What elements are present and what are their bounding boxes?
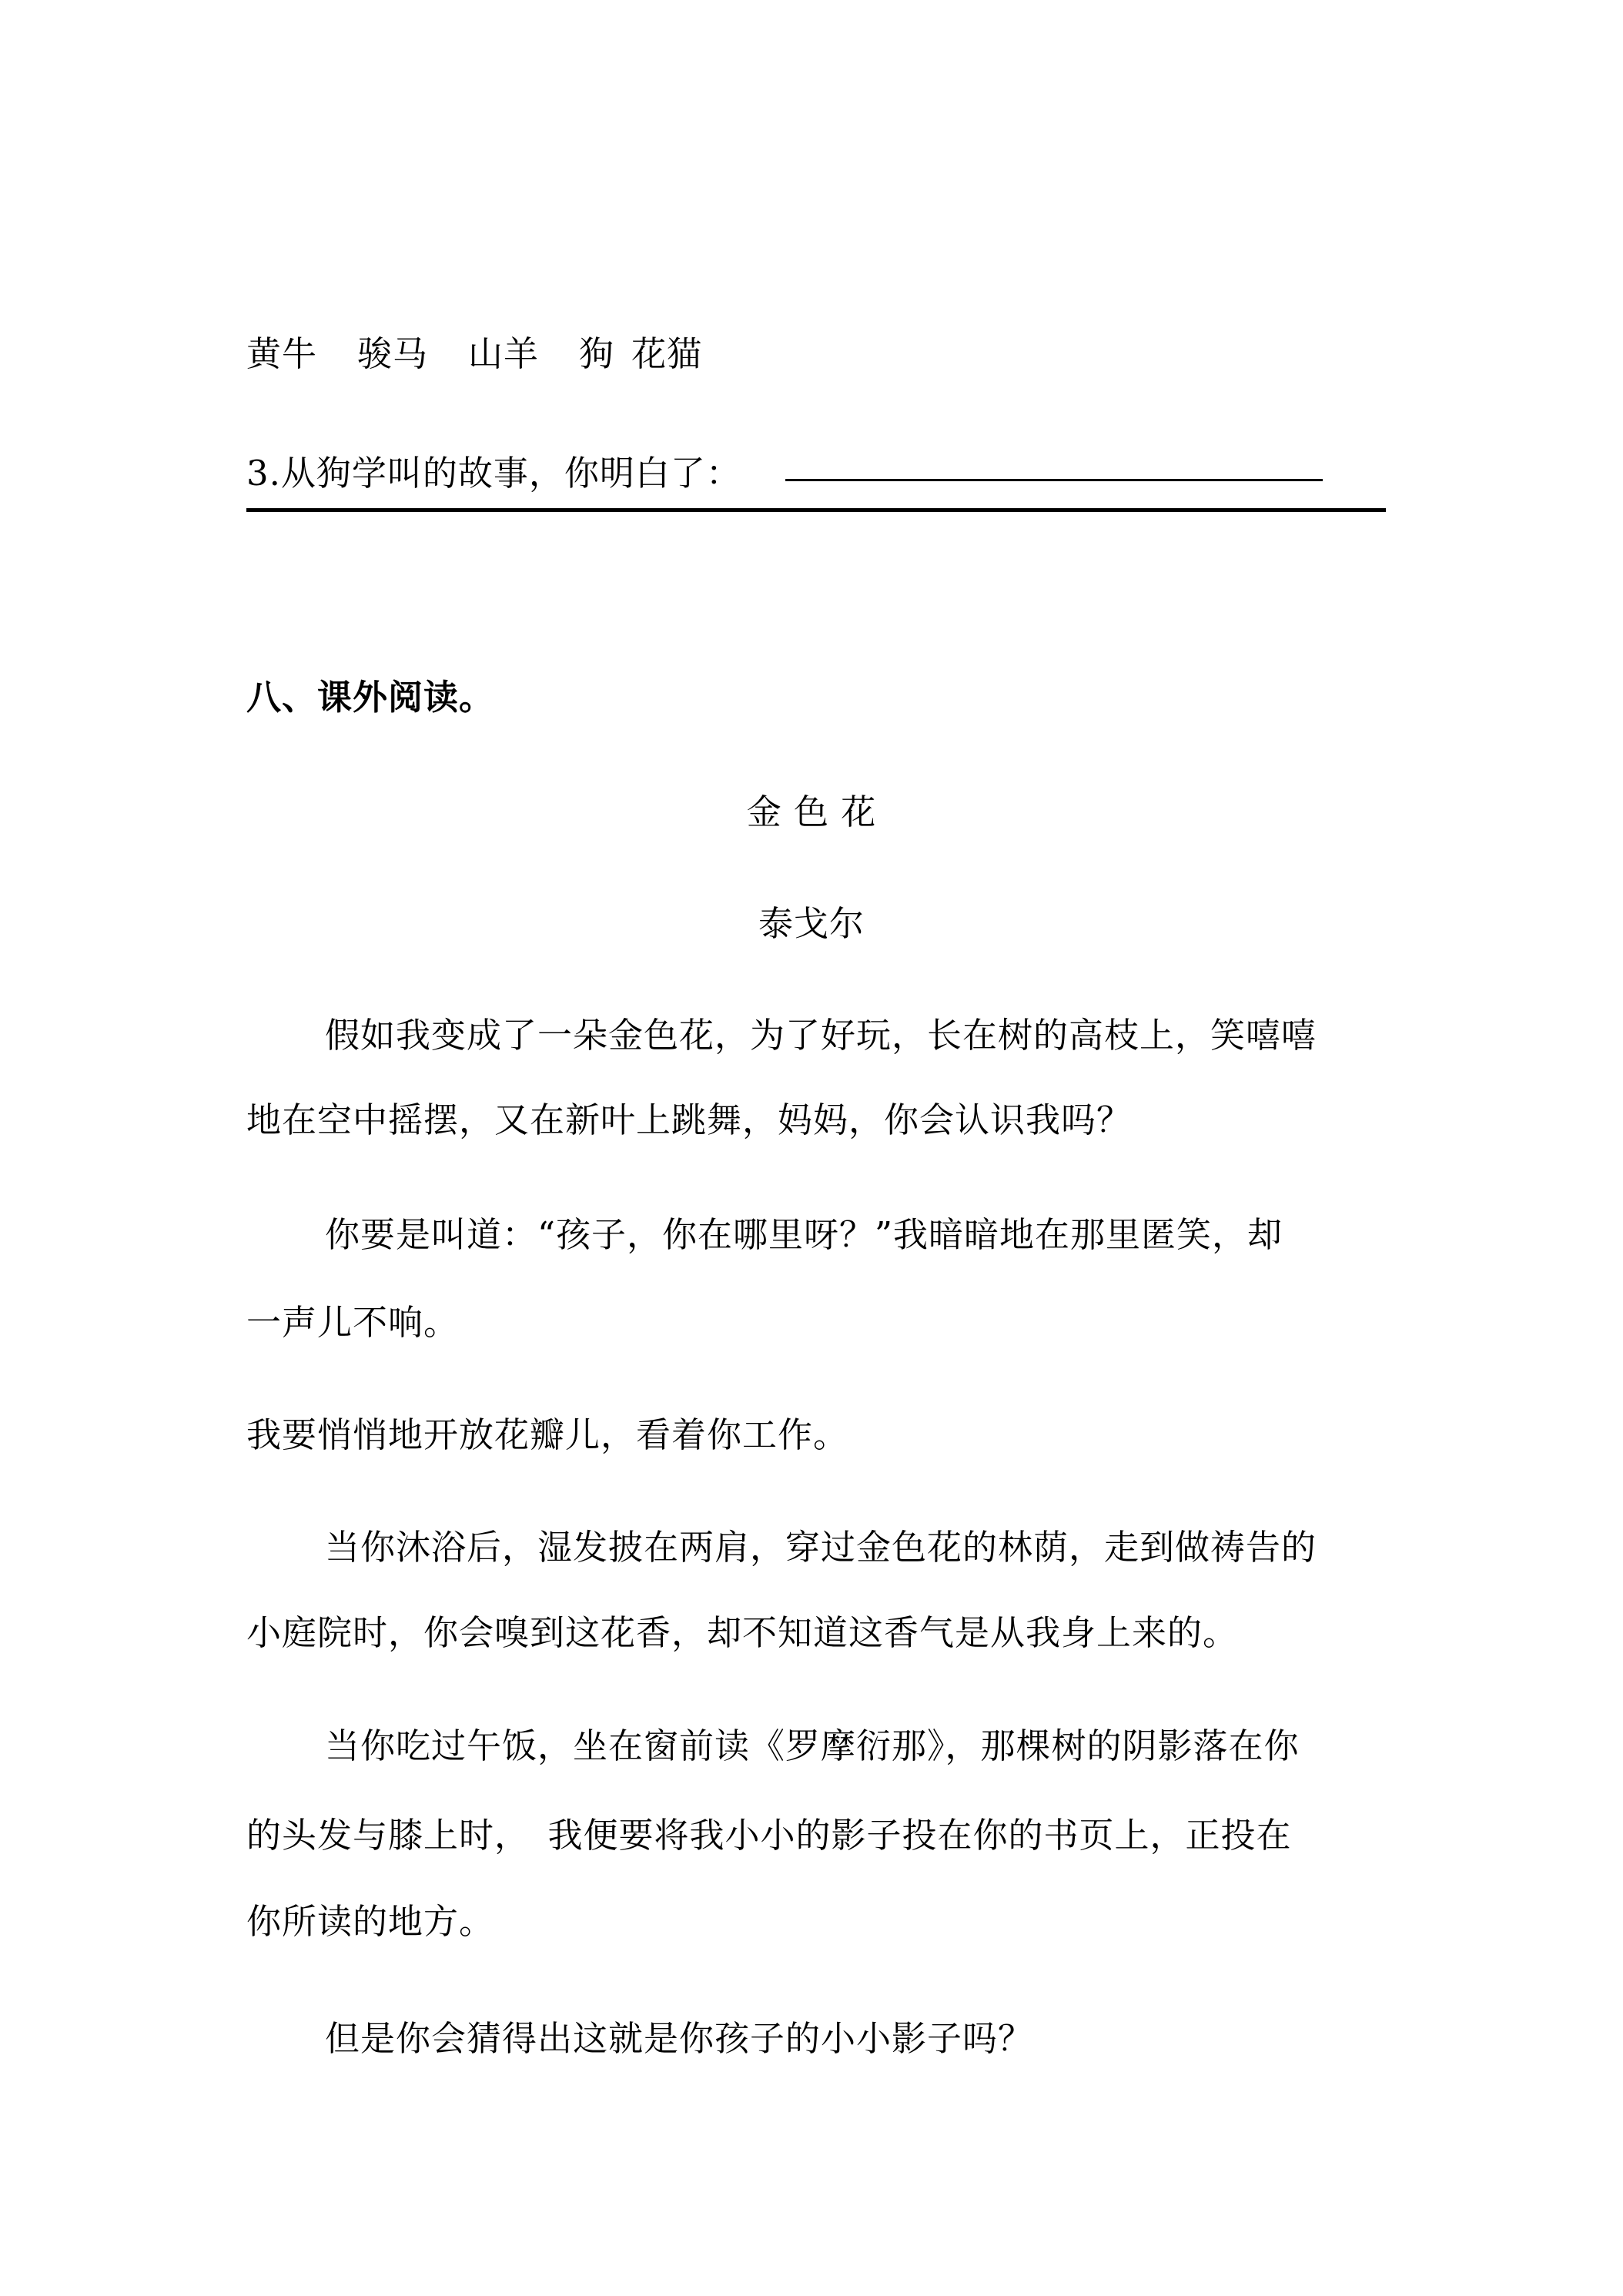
- poem-line: 地在空中摇摆，又在新叶上跳舞，妈妈，你会认识我吗？: [246, 1099, 1133, 1140]
- poem-line: 当你沐浴后，湿发披在两肩，穿过金色花的林荫，走到做祷告的: [325, 1527, 1317, 1568]
- section-divider: [246, 508, 1386, 512]
- poem-line: 你要是叫道：“孩子，你在哪里呀？”我暗暗地在那里匿笑，却: [325, 1214, 1283, 1255]
- poem-line: 小庭院时，你会嗅到这花香，却不知道这香气是从我身上来的。: [246, 1612, 1239, 1653]
- poem-title: 金 色 花: [746, 792, 877, 832]
- question-3: 3.从狗学叫的故事，你明白了：: [246, 453, 741, 494]
- animal-word-list: [246, 331, 702, 377]
- poem-line: 的头发与膝上时， 我便要将我小小的影子投在你的书页上，正投在: [246, 1815, 1292, 1856]
- answer-blank[interactable]: [785, 479, 1323, 481]
- animal-word: 山羊: [468, 333, 540, 374]
- poem-line: 我要悄悄地开放花瓣儿，看着你工作。: [246, 1414, 849, 1455]
- animal-word: 狗: [579, 333, 615, 374]
- poem-line: 但是你会猜得出这就是你孩子的小小影子吗？: [325, 2018, 1034, 2059]
- animal-word: 花猫: [631, 333, 703, 374]
- poem-line: 一声儿不响。: [246, 1302, 460, 1343]
- poem-line: 当你吃过午饭，坐在窗前读《罗摩衍那》，那棵树的阴影落在你: [325, 1725, 1300, 1766]
- poem-line: 你所读的地方。: [246, 1901, 495, 1942]
- animal-word: 黄牛: [246, 333, 318, 374]
- animal-word: 骏马: [357, 333, 429, 374]
- poem-line: 假如我变成了一朵金色花，为了好玩，长在树的高枝上，笑嘻嘻: [325, 1015, 1317, 1056]
- section-heading: 八、课外阅读。: [246, 677, 495, 718]
- poem-author: 泰戈尔: [758, 903, 865, 944]
